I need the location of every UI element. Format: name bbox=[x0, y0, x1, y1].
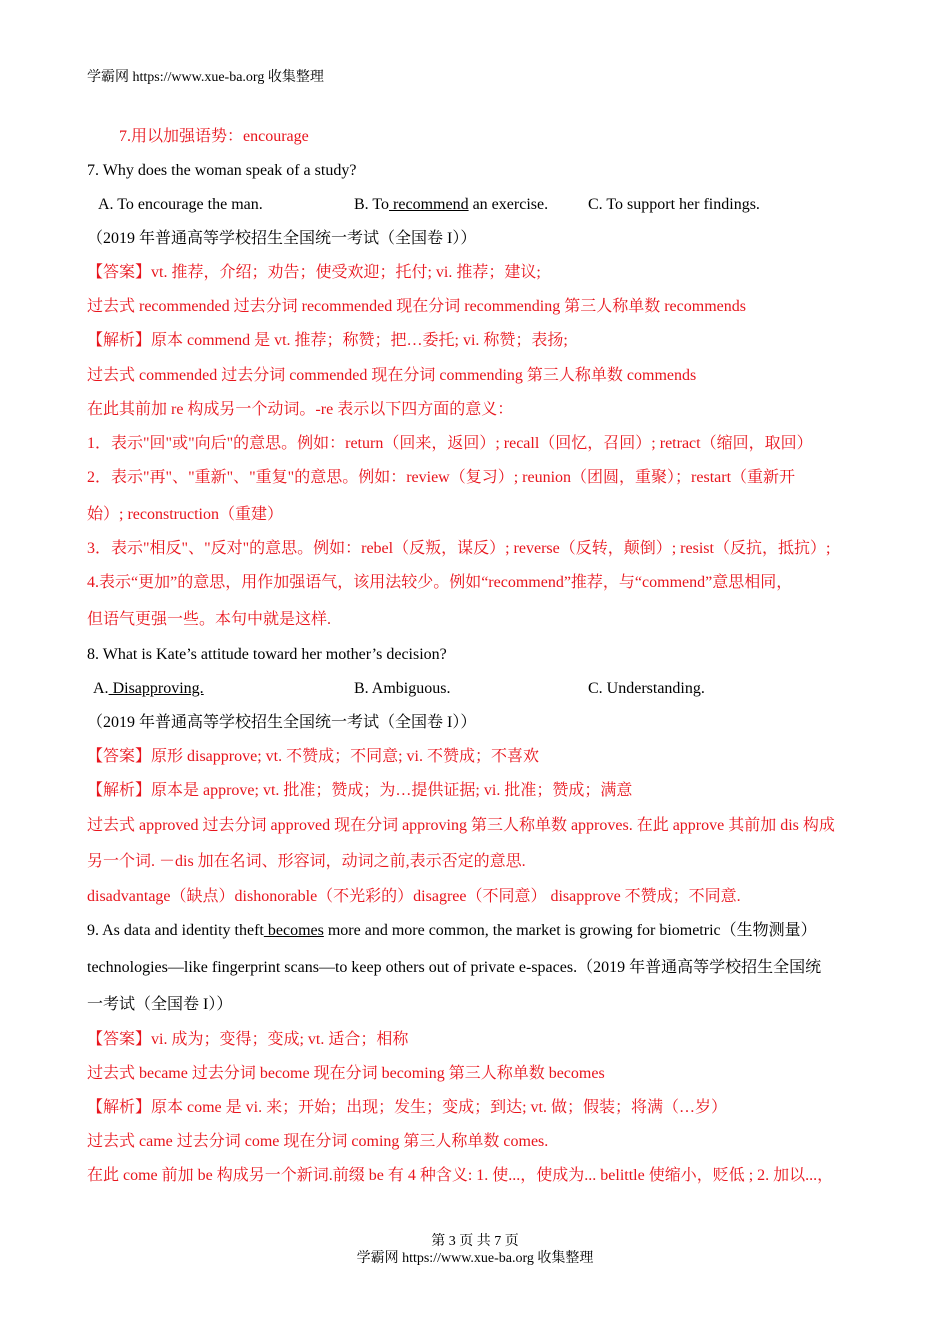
q9-prefix-note: 在此 come 前加 be 构成另一个新词.前缀 be 有 4 种含义: 1. 使...，使成为... belittle 使缩小，贬低 ; 2. 加以...， bbox=[87, 1167, 834, 1184]
q9-forms-come: 过去式 came 过去分词 come 现在分词 coming 第三人称单数 comes. bbox=[87, 1133, 549, 1150]
q7-meaning-4: 4.表示“更加”的意思，用作加强语气，该用法较少。例如“recommend”推荐，与“commend”意思相同， bbox=[87, 574, 793, 591]
q7-option-c: C. To support her findings. bbox=[588, 196, 760, 213]
q8-answer: 【答案】原形 disapprove; vt. 不赞成；不同意; vi. 不赞成；不喜欢 bbox=[87, 748, 539, 765]
q7-meaning-1: 1．表示"回"或"向后"的意思。例如：return（回来，返回）; recall（回忆，召回）; retract（缩回，取回） bbox=[87, 435, 813, 452]
question-9-stem-line3: 一考试（全国卷 I）） bbox=[87, 996, 233, 1013]
q8-option-a-underlined: Disapproving. bbox=[108, 680, 204, 697]
question-8-stem: 8. What is Kate’s attitude toward her mother’s decision? bbox=[87, 646, 447, 663]
question-9-stem bbox=[87, 921, 817, 941]
q7-answer: 【答案】vt. 推荐，介绍；劝告；使受欢迎；托付; vi. 推荐；建议; bbox=[87, 264, 541, 281]
encourage-note: 7.用以加强语势：encourage bbox=[119, 128, 309, 145]
q8-analysis: 【解析】原本是 approve; vt. 批准；赞成；为…提供证据; vi. 批准；赞成；满意 bbox=[87, 782, 633, 799]
question-9-stem-line2: technologies—like fingerprint scans—to keep others out of private e-spaces.（2019 年普通高等学校招生全国统 bbox=[87, 959, 822, 976]
q7-meaning-4-cont: 但语气更强一些。本句中就是这样. bbox=[87, 611, 332, 628]
q8-option-a-prefix: A. bbox=[93, 680, 109, 697]
q9-stem-suffix: more and more common, the market is growing for biometric（生物测量） bbox=[323, 922, 817, 939]
q7-source: （2019 年普通高等学校招生全国统一考试（全国卷 I）） bbox=[87, 230, 477, 247]
q8-forms-cont: 另一个词. －dis 加在名词、形容词，动词之前,表示否定的意思. bbox=[87, 853, 526, 870]
q9-forms: 过去式 became 过去分词 become 现在分词 becoming 第三人称单数 becomes bbox=[87, 1065, 605, 1082]
q8-examples: disadvantage（缺点）dishonorable（不光彩的）disagree（不同意） disapprove 不赞成；不同意. bbox=[87, 888, 741, 905]
page-header: 学霸网 https://www.xue-ba.org 收集整理 bbox=[87, 70, 324, 85]
question-7-stem: 7. Why does the woman speak of a study? bbox=[87, 162, 357, 179]
q7-prefix-note: 在此其前加 re 构成另一个动词。-re 表示以下四方面的意义： bbox=[87, 401, 514, 418]
q8-forms: 过去式 approved 过去分词 approved 现在分词 approving 第三人称单数 approves. 在此 approve 其前加 dis 构成 bbox=[87, 817, 835, 834]
q8-source: （2019 年普通高等学校招生全国统一考试（全国卷 I）） bbox=[87, 714, 477, 731]
q7-analysis: 【解析】原本 commend 是 vt. 推荐；称赞；把…委托; vi. 称赞；表扬; bbox=[87, 332, 568, 349]
q7-meaning-3: 3．表示"相反"、"反对"的意思。例如：rebel（反叛，谋反）; reverse（反转，颠倒）; resist（反抗，抵抗）; bbox=[87, 540, 831, 557]
q7-option-b-underlined: recommend bbox=[389, 196, 469, 213]
q7-option-b bbox=[354, 195, 548, 215]
q7-forms-commend: 过去式 commended 过去分词 commended 现在分词 commending 第三人称单数 commends bbox=[87, 367, 697, 384]
q7-option-b-prefix: B. To bbox=[354, 196, 390, 213]
q8-option-a bbox=[93, 679, 204, 699]
q7-option-b-suffix: an exercise. bbox=[468, 196, 549, 213]
page-footer: 学霸网 https://www.xue-ba.org 收集整理 bbox=[356, 1251, 594, 1266]
q9-stem-underlined: becomes bbox=[263, 922, 324, 939]
q9-stem-prefix: 9. As data and identity theft bbox=[87, 922, 264, 939]
page-number: 第 3 页 共 7 页 bbox=[431, 1234, 519, 1249]
q7-option-a: A. To encourage the man. bbox=[98, 196, 263, 213]
q8-option-b: B. Ambiguous. bbox=[354, 680, 451, 697]
q9-analysis: 【解析】原本 come 是 vi. 来；开始；出现；发生；变成；到达; vt. 做；假装；将满（…岁） bbox=[87, 1099, 727, 1116]
q7-meaning-2-cont: 始）; reconstruction（重建） bbox=[87, 506, 283, 523]
q7-meaning-2: 2．表示"再"、"重新"、"重复"的意思。例如：review（复习）; reunion（团圆，重聚）；restart（重新开 bbox=[87, 469, 796, 486]
q7-forms: 过去式 recommended 过去分词 recommended 现在分词 recommending 第三人称单数 recommends bbox=[87, 298, 746, 315]
q9-answer: 【答案】vi. 成为；变得；变成; vt. 适合；相称 bbox=[87, 1031, 409, 1048]
q8-option-c: C. Understanding. bbox=[588, 680, 705, 697]
